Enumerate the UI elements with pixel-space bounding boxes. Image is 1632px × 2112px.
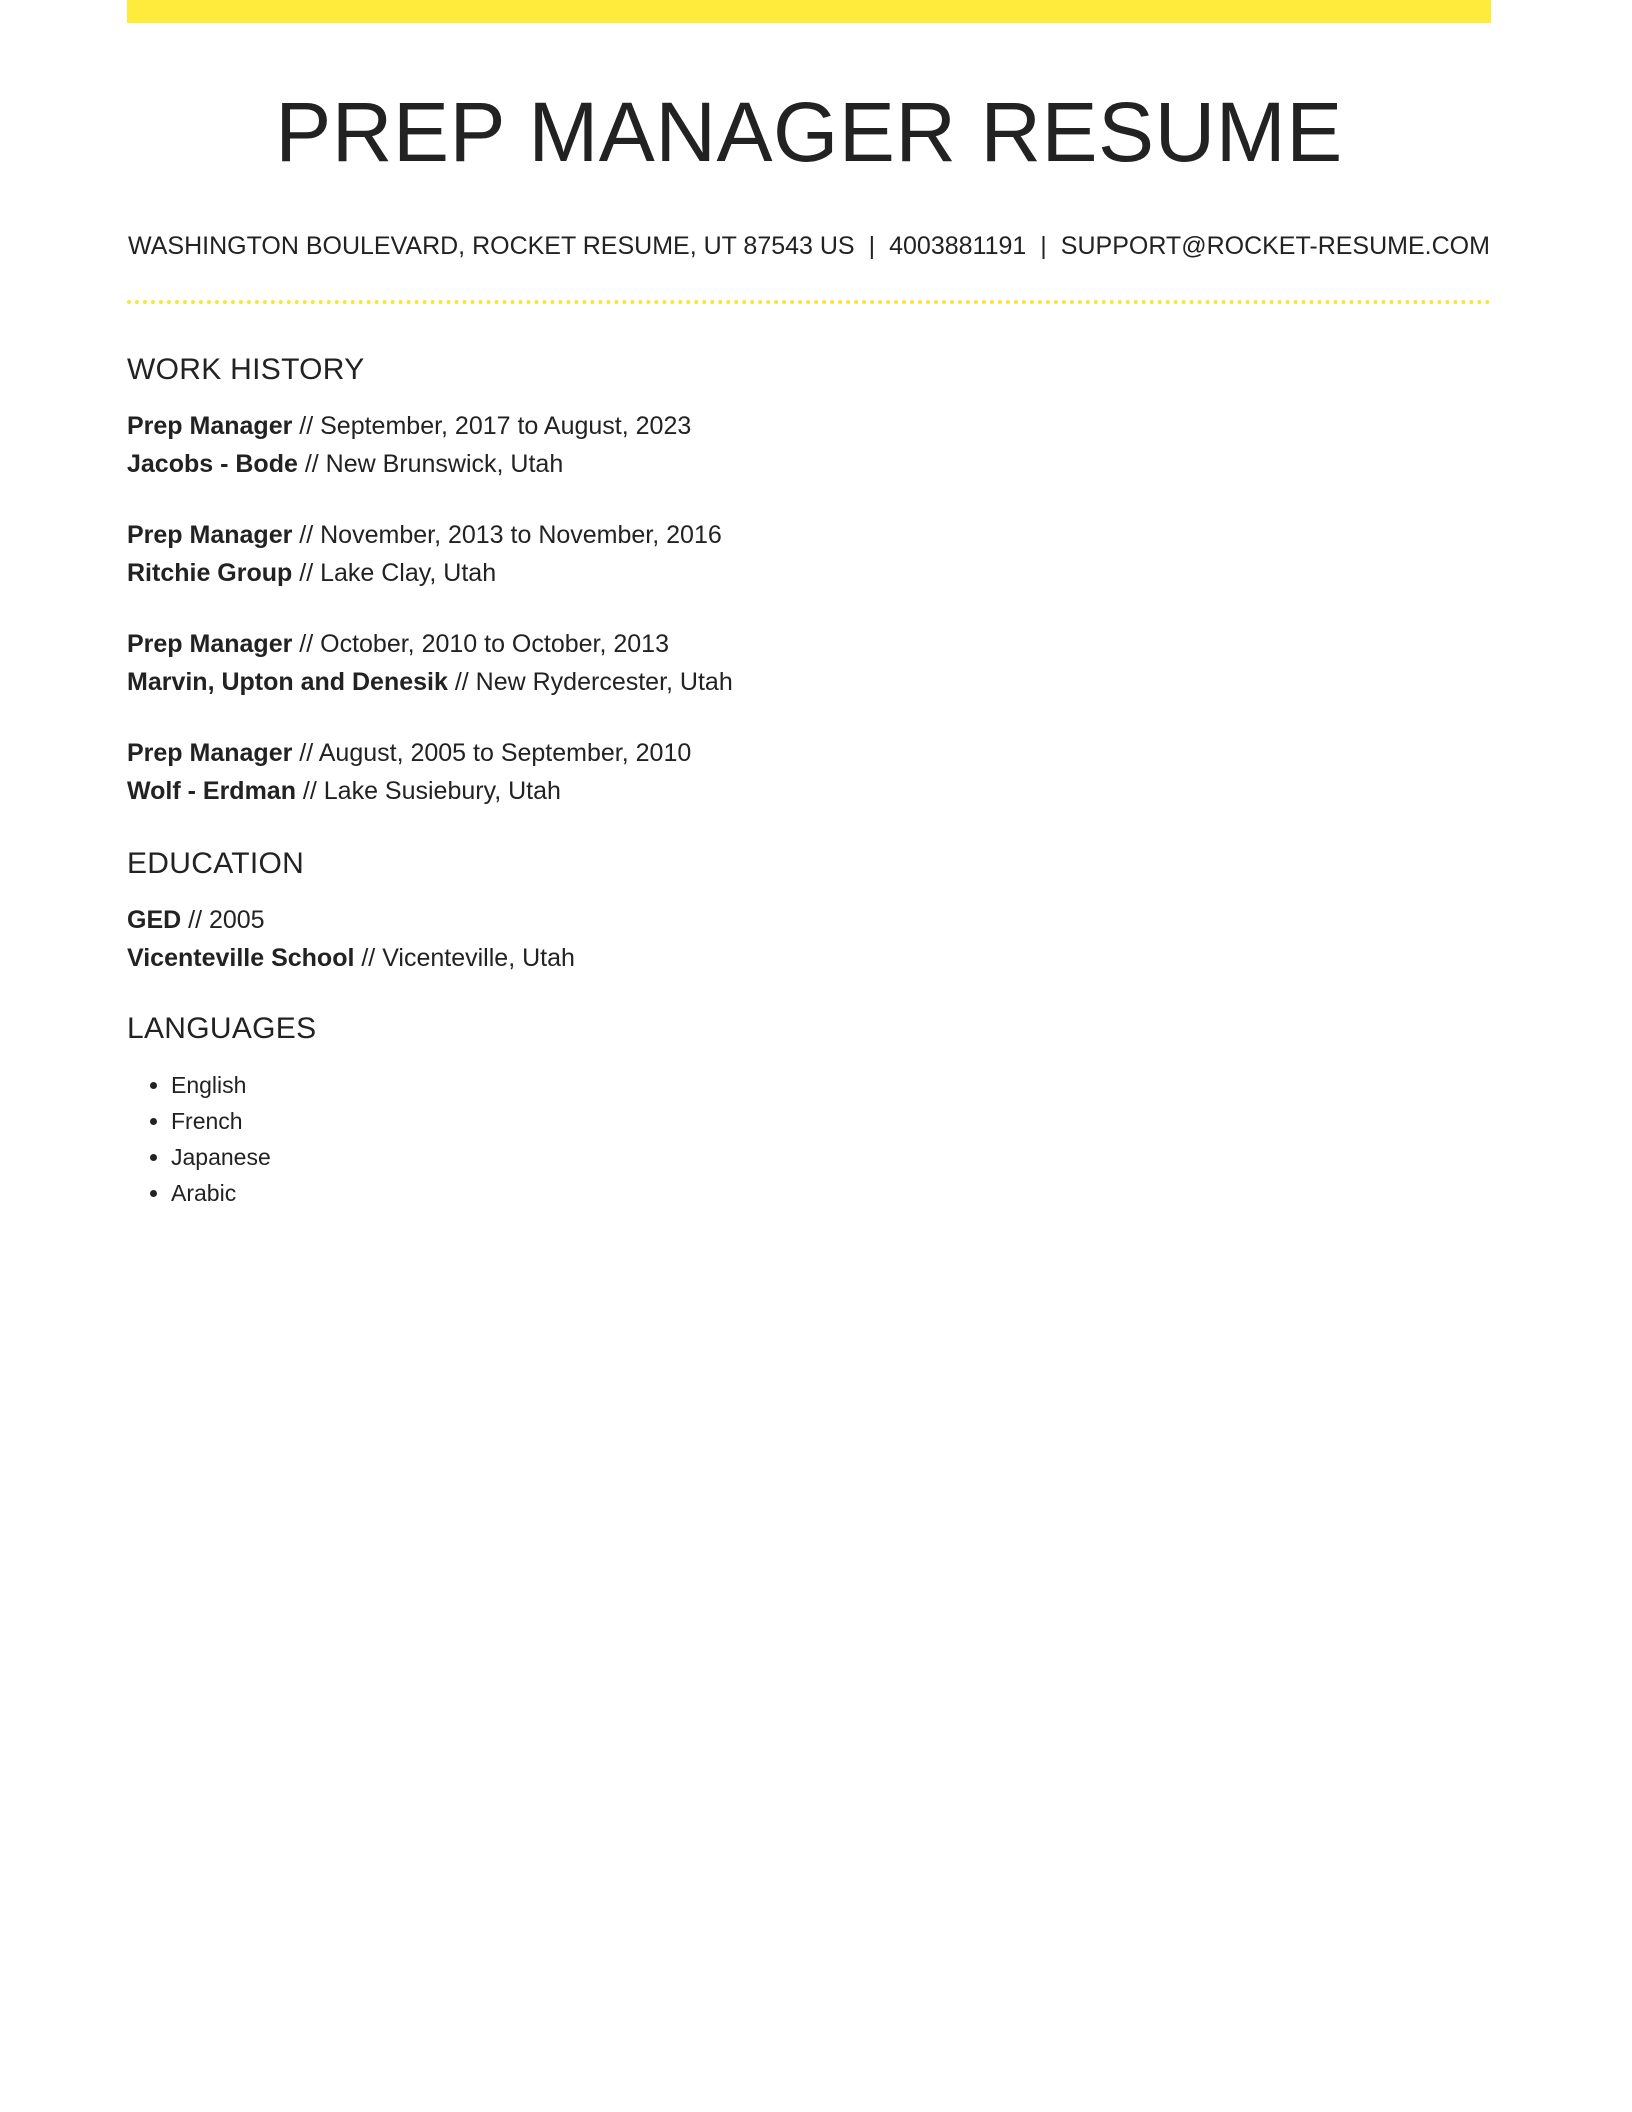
work-entry-role-line (127, 516, 1491, 554)
work-entry (127, 625, 1491, 701)
dotted-divider (127, 300, 1491, 304)
work-entry-location: // New Rydercester, Utah (447, 668, 733, 696)
page-title: PREP MANAGER RESUME (275, 85, 1343, 179)
work-entry (127, 516, 1491, 592)
education-school-line (127, 939, 1491, 977)
work-entry (127, 407, 1491, 483)
work-entry (127, 734, 1491, 810)
education-entry (127, 901, 1491, 977)
work-entry-company-line (127, 663, 1491, 701)
education-location: // Vicenteville, Utah (354, 944, 575, 972)
contact-address: WASHINGTON BOULEVARD, ROCKET RESUME, UT 87543 US (128, 232, 855, 260)
work-entry-company: Wolf - Erdman (127, 777, 296, 805)
contact-separator: | (868, 232, 876, 260)
work-entry-company-line (127, 445, 1491, 483)
work-entry-role: Prep Manager (127, 739, 293, 767)
work-entry-company: Marvin, Upton and Denesik (127, 668, 448, 696)
languages-list (127, 1067, 1491, 1211)
work-entry-dates: // August, 2005 to September, 2010 (292, 739, 692, 767)
resume-page (127, 0, 1491, 1211)
work-entry-role-line (127, 407, 1491, 445)
list-item: • Japanese (171, 1139, 1491, 1175)
list-item: • English (171, 1067, 1491, 1103)
work-entry-company-line (127, 772, 1491, 810)
work-entry-location: // Lake Clay, Utah (292, 559, 497, 587)
work-entry-company: Jacobs - Bode (127, 450, 298, 478)
contact-separator: | (1040, 232, 1047, 260)
education-degree-line (127, 901, 1491, 939)
education-school: Vicenteville School (127, 944, 355, 972)
work-entry-role-line (127, 734, 1491, 772)
work-entry-role: Prep Manager (127, 630, 293, 658)
work-entry-dates: // September, 2017 to August, 2023 (292, 412, 692, 440)
work-entry-dates: // October, 2010 to October, 2013 (292, 630, 669, 658)
work-entry-company: Ritchie Group (127, 559, 293, 587)
languages-heading: LANGUAGES (127, 1012, 317, 1045)
work-entry-location: // New Brunswick, Utah (297, 450, 564, 478)
contact-email: SUPPORT@ROCKET-RESUME.COM (1060, 232, 1490, 260)
top-accent-bar (127, 0, 1491, 23)
work-history-heading: WORK HISTORY (127, 353, 365, 386)
contact-line (127, 230, 1491, 262)
education-degree: GED (127, 906, 182, 934)
contact-phone: 4003881191 (889, 232, 1027, 260)
education-year: // 2005 (181, 906, 265, 934)
work-entry-dates: // November, 2013 to November, 2016 (292, 521, 722, 549)
work-entry-company-line (127, 554, 1491, 592)
education-heading: EDUCATION (127, 847, 305, 880)
list-item: • French (171, 1103, 1491, 1139)
work-entry-role: Prep Manager (127, 412, 293, 440)
work-entry-role-line (127, 625, 1491, 663)
work-entry-role: Prep Manager (127, 521, 293, 549)
work-entry-location: // Lake Susiebury, Utah (295, 777, 561, 805)
list-item: • Arabic (171, 1175, 1491, 1211)
